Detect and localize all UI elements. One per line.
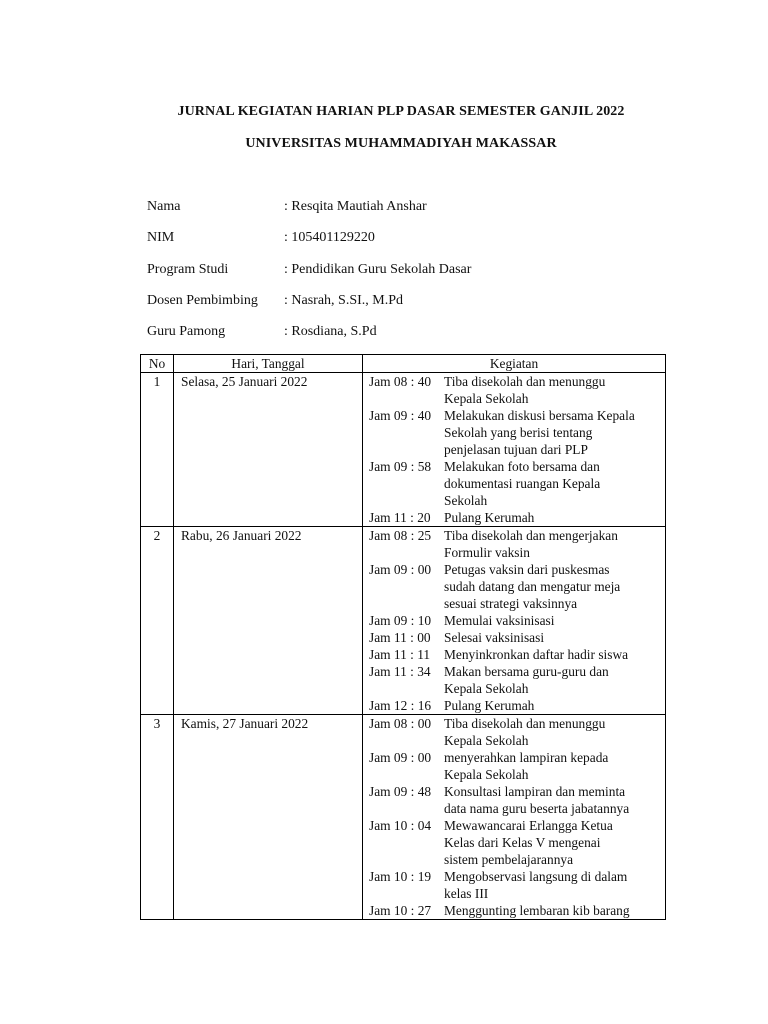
activity-description: Menyinkronkan daftar hadir siswa (444, 647, 629, 662)
activity-time: Jam 10 : 27 (369, 903, 432, 918)
university-name: UNIVERSITAS MUHAMMADIYAH MAKASSAR (245, 136, 557, 151)
activity-time: Jam 10 : 19 (369, 869, 432, 884)
activity-time: Jam 09 : 40 (369, 408, 432, 423)
column-header-activity: Kegiatan (363, 355, 666, 373)
table-row (141, 715, 666, 920)
activity-description: Tiba disekolah dan menunggu Kepala Sekolah (444, 374, 606, 406)
activity-description: Melakukan diskusi bersama Kepala Sekolah yang berisi tentang penjelasan tujuan dari PLP (444, 408, 635, 457)
activity-time: Jam 08 : 40 (369, 374, 432, 389)
activity-time: Jam 08 : 25 (369, 528, 432, 543)
activity-time: Jam 11 : 11 (369, 647, 431, 662)
activity-entry (369, 715, 665, 749)
activity-description: Tiba disekolah dan mengerjakan Formulir vaksin (444, 528, 618, 560)
activity-entry (369, 407, 665, 458)
activity-entry (369, 646, 665, 663)
activity-entry (369, 902, 665, 919)
activity-description: Pulang Kerumah (444, 510, 535, 525)
activity-time: Jam 08 : 00 (369, 716, 432, 731)
info-label: Dosen Pembimbing (147, 293, 258, 308)
row-day-date: Selasa, 25 Januari 2022 (174, 373, 363, 527)
activity-entry (369, 458, 665, 509)
activity-description: Konsultasi lampiran dan meminta data nama guru beserta jabatannya (444, 784, 630, 816)
activity-description: menyerahkan lampiran kepada Kepala Sekolah (444, 750, 609, 782)
activity-journal-table (140, 354, 666, 920)
activity-description: Memulai vaksinisasi (444, 613, 555, 628)
row-number: 1 (141, 373, 174, 527)
column-header-no: No (141, 355, 174, 373)
column-header-day: Hari, Tanggal (174, 355, 363, 373)
info-value: : 105401129220 (284, 230, 375, 245)
row-activities (363, 373, 666, 527)
table-row (141, 527, 666, 715)
info-value: : Resqita Mautiah Anshar (284, 199, 427, 214)
activity-time: Jam 11 : 20 (369, 510, 431, 525)
activity-entry (369, 629, 665, 646)
activity-time: Jam 12 : 16 (369, 698, 432, 713)
activity-description: Selesai vaksinisasi (444, 630, 545, 645)
row-activities (363, 527, 666, 715)
table-body (141, 373, 666, 920)
info-label: Nama (147, 199, 181, 214)
activity-time: Jam 09 : 10 (369, 613, 432, 628)
activity-entry (369, 749, 665, 783)
info-value: : Pendidikan Guru Sekolah Dasar (284, 262, 472, 277)
activity-time: Jam 09 : 48 (369, 784, 432, 799)
activity-entry (369, 509, 665, 526)
activity-description: Mengobservasi langsung di dalam kelas III (444, 869, 628, 901)
activity-entry (369, 663, 665, 697)
info-value: : Nasrah, S.SI., M.Pd (284, 293, 404, 308)
activity-entry (369, 612, 665, 629)
activity-time: Jam 09 : 58 (369, 459, 432, 474)
activity-time: Jam 09 : 00 (369, 750, 432, 765)
activity-entry (369, 817, 665, 868)
activity-time: Jam 10 : 04 (369, 818, 432, 833)
activity-entry (369, 561, 665, 612)
activity-time: Jam 09 : 00 (369, 562, 432, 577)
activity-time: Jam 11 : 34 (369, 664, 431, 679)
table-row (141, 373, 666, 527)
info-label: Guru Pamong (147, 324, 226, 339)
row-day-date: Kamis, 27 Januari 2022 (174, 715, 363, 920)
activity-entry (369, 527, 665, 561)
activity-entry (369, 783, 665, 817)
row-day-date: Rabu, 26 Januari 2022 (174, 527, 363, 715)
activity-time: Jam 11 : 00 (369, 630, 431, 645)
document-title: JURNAL KEGIATAN HARIAN PLP DASAR SEMESTER GANJIL 2022 (177, 104, 625, 119)
activity-entry (369, 697, 665, 714)
info-label: Program Studi (147, 262, 229, 277)
activity-description: Menggunting lembaran kib barang (444, 903, 630, 918)
activity-entry (369, 868, 665, 902)
row-activities (363, 715, 666, 920)
activity-description: Melakukan foto bersama dan dokumentasi ruangan Kepala Sekolah (444, 459, 601, 508)
activity-description: Tiba disekolah dan menunggu Kepala Sekolah (444, 716, 606, 748)
activity-entry (369, 373, 665, 407)
info-label: NIM (147, 230, 175, 245)
activity-description: Mewawancarai Erlangga Ketua Kelas dari Kelas V mengenai sistem pembelajarannya (444, 818, 613, 867)
row-number: 2 (141, 527, 174, 715)
activity-description: Pulang Kerumah (444, 698, 535, 713)
activity-description: Makan bersama guru-guru dan Kepala Sekolah (444, 664, 609, 696)
row-number: 3 (141, 715, 174, 920)
activity-description: Petugas vaksin dari puskesmas sudah datang dan mengatur meja sesuai strategi vaksinnya (444, 562, 621, 611)
table-header-row (141, 355, 666, 373)
info-value: : Rosdiana, S.Pd (284, 324, 377, 339)
